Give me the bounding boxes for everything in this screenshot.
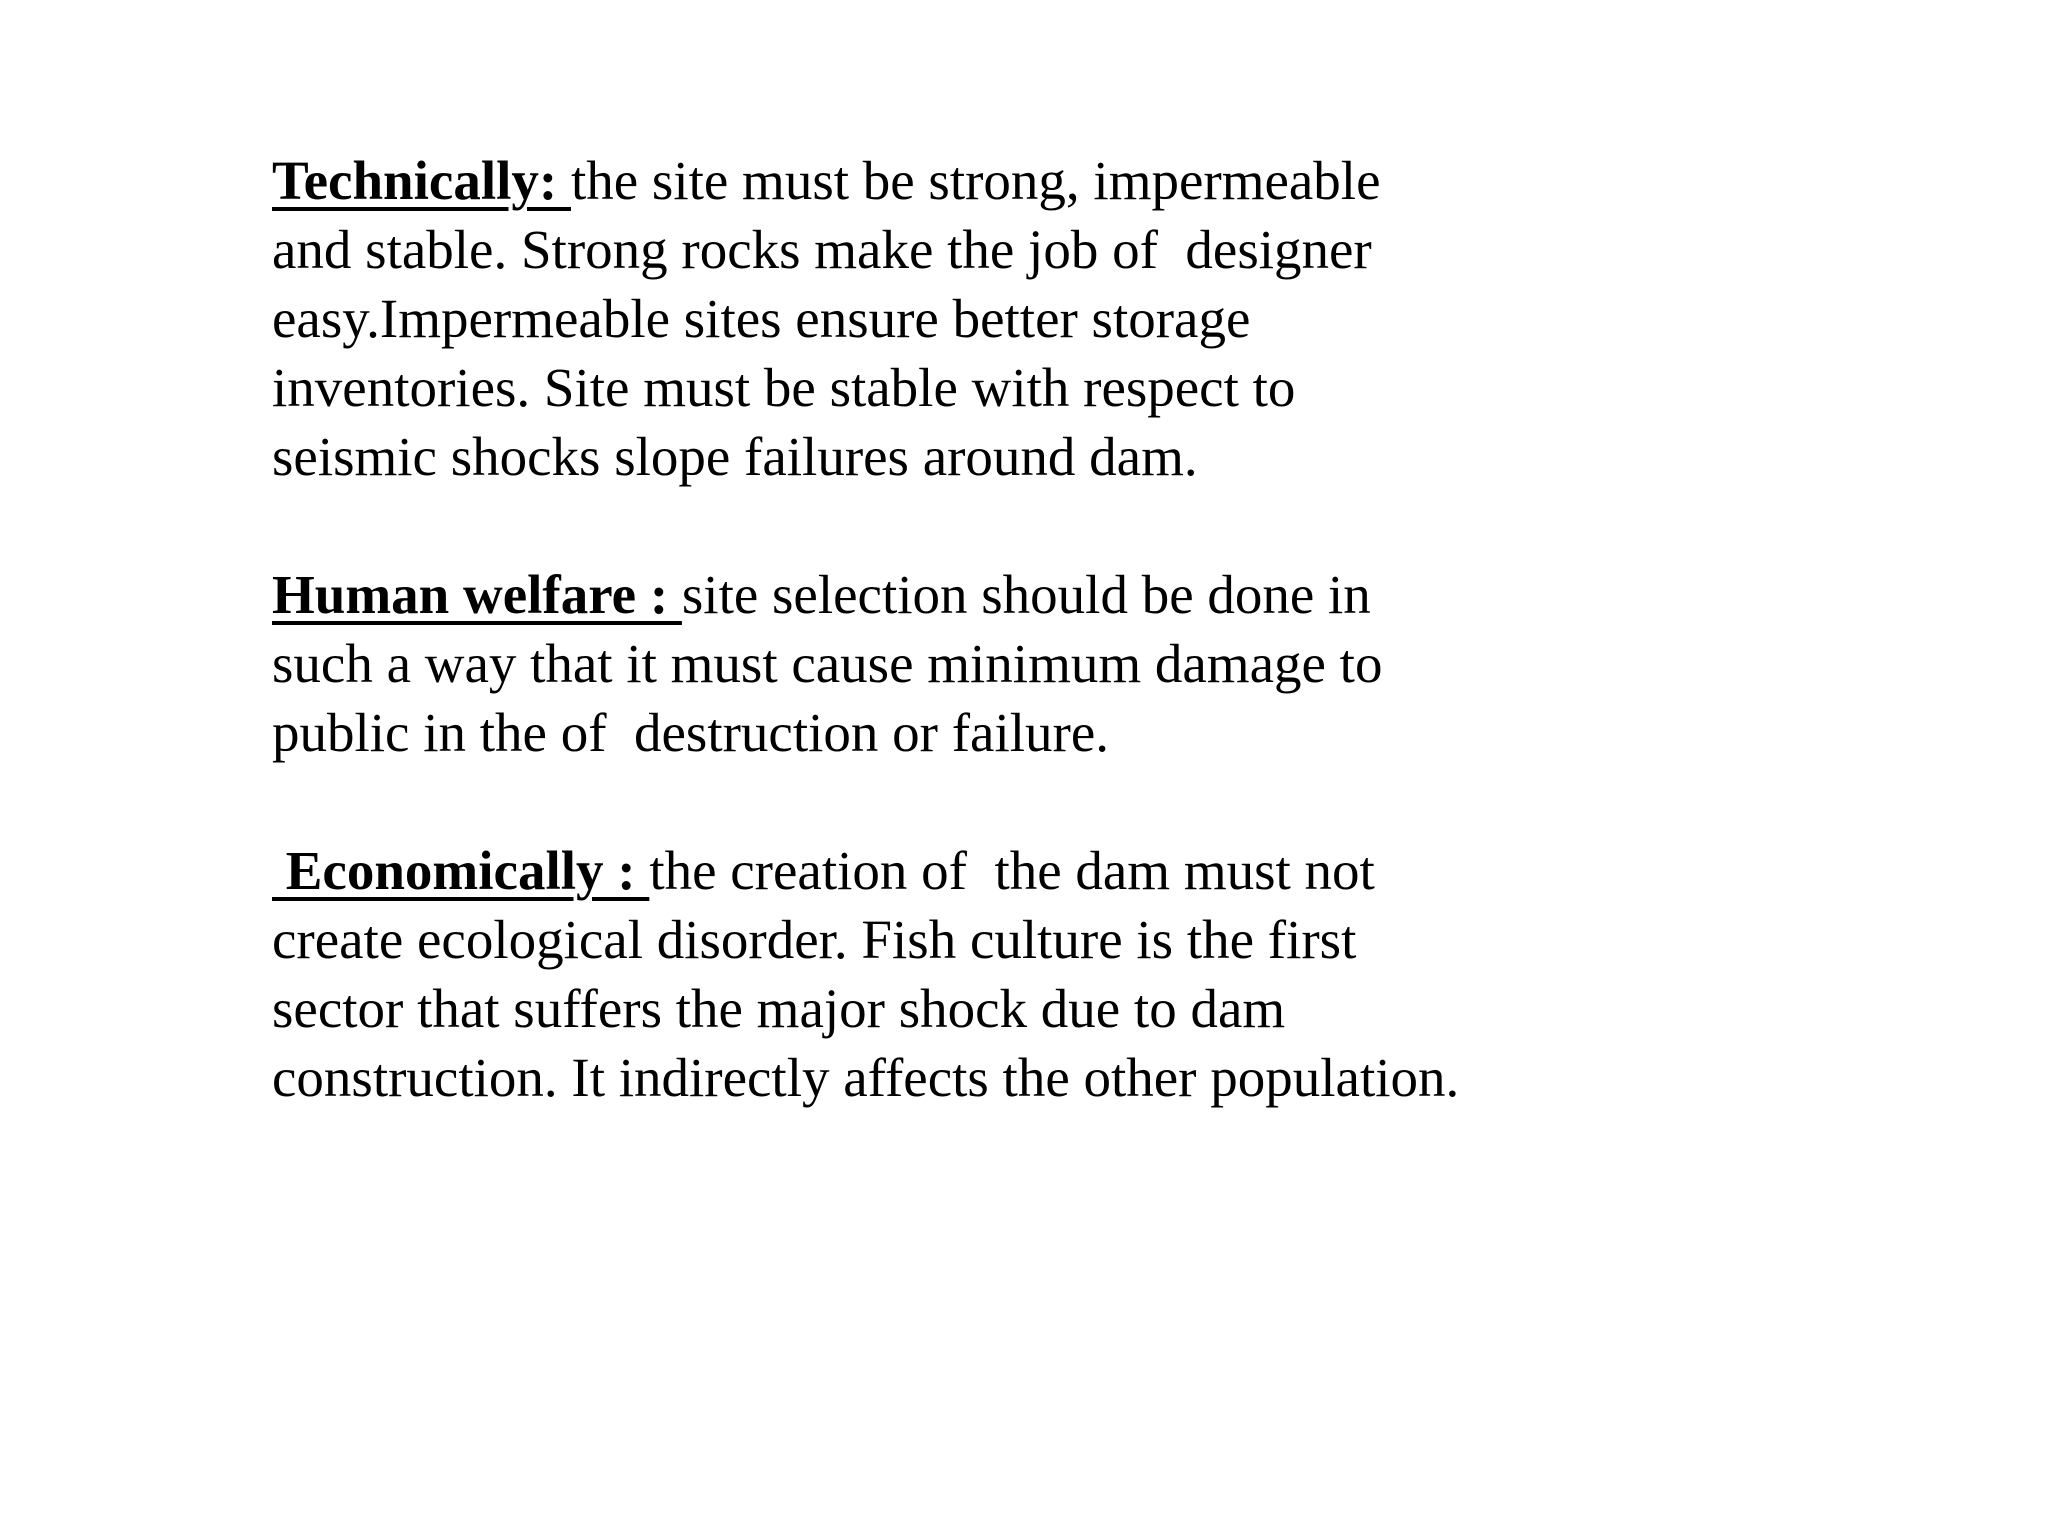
paragraph-line: create ecological disorder. Fish culture is the first [272, 909, 1357, 970]
paragraph-economically [272, 836, 1592, 1112]
paragraph-line: sector that suffers the major shock due to dam [272, 978, 1286, 1039]
paragraph-text: site selection should be done in [681, 564, 1371, 625]
slide-body [272, 146, 1592, 1112]
paragraph-human-welfare [272, 560, 1592, 767]
paragraph-line: public in the of destruction or failure. [272, 702, 1109, 763]
paragraph-line [272, 146, 1592, 215]
paragraph-heading: Human welfare : [272, 564, 682, 625]
paragraph-spacer [272, 767, 1592, 836]
paragraph-text: the site must be strong, impermeable [570, 150, 1381, 211]
paragraph-line: seismic shocks slope failures around dam. [272, 426, 1198, 487]
paragraph-line: inventories. Site must be stable with respect to [272, 357, 1296, 418]
paragraph-spacer [272, 491, 1592, 560]
paragraph-line [272, 836, 1592, 905]
paragraph-line: and stable. Strong rocks make the job of designer [272, 219, 1372, 280]
paragraph-technically [272, 146, 1592, 491]
paragraph-line: such a way that it must cause minimum damage to [272, 633, 1383, 694]
paragraph-line: construction. It indirectly affects the other population. [272, 1047, 1460, 1108]
paragraph-heading: Economically : [272, 840, 650, 901]
paragraph-text: the creation of the dam must not [649, 840, 1375, 901]
paragraph-line [272, 560, 1592, 629]
paragraph-line: easy.Impermeable sites ensure better storage [272, 288, 1251, 349]
paragraph-heading: Technically: [272, 150, 571, 211]
